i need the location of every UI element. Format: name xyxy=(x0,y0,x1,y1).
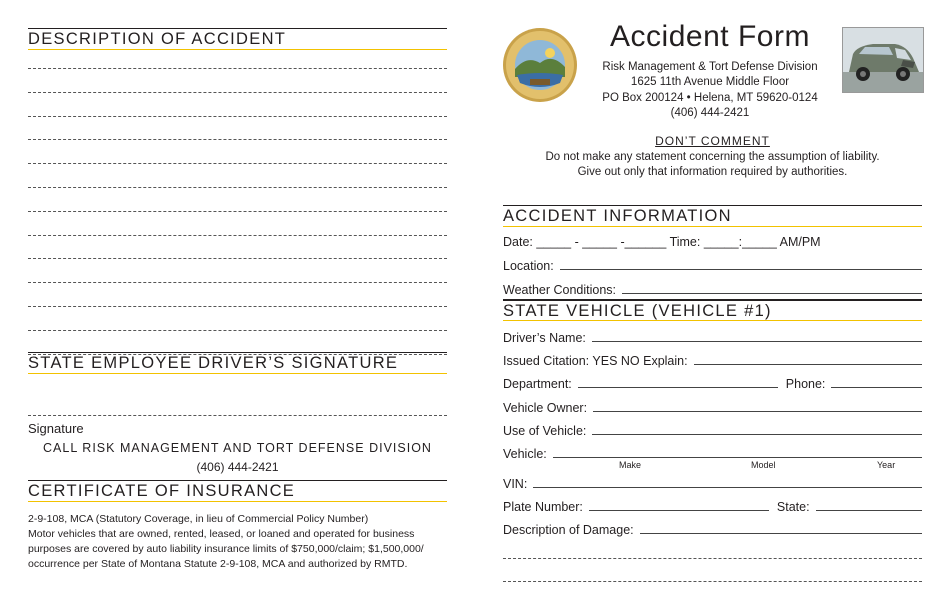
signature-section-header xyxy=(28,352,447,374)
description-line[interactable] xyxy=(28,282,447,283)
description-line[interactable] xyxy=(28,235,447,236)
driver-name-label: Driver’s Name: xyxy=(503,331,586,345)
vehicle-section-header xyxy=(503,299,922,321)
certificate-line-1: 2-9-108, MCA (Statutory Coverage, in lieu of Commercial Policy Number) xyxy=(28,513,369,525)
damage-line-3[interactable] xyxy=(503,581,922,582)
driver-name-field[interactable] xyxy=(503,329,922,345)
driver-name-blank[interactable] xyxy=(592,341,922,342)
citation-blank[interactable] xyxy=(694,364,922,365)
citation-field[interactable] xyxy=(503,352,922,368)
phone-label: Phone: xyxy=(785,377,826,391)
state-label: State: xyxy=(776,500,810,514)
address-line-1: 1625 11th Avenue Middle Floor xyxy=(630,76,790,88)
year-caption: Year xyxy=(877,460,896,470)
damage-blank[interactable] xyxy=(640,533,922,534)
warning-line-2: Give out only that information required by authorities. xyxy=(577,166,848,178)
description-line[interactable] xyxy=(28,163,447,164)
right-column xyxy=(503,0,922,615)
department-label: Department: xyxy=(503,377,572,391)
certificate-line-2: Motor vehicles that are owned, rented, leased, or loaned and operated for business xyxy=(28,528,415,540)
call-phone: (406) 444-2421 xyxy=(196,460,279,474)
division-name: Risk Management & Tort Defense Division xyxy=(602,61,818,73)
weather-blank[interactable] xyxy=(622,293,922,294)
vehicle-section-title: STATE VEHICLE (VEHICLE #1) xyxy=(503,302,772,320)
form-title: Accident Form xyxy=(610,20,810,53)
location-label: Location: xyxy=(503,259,554,273)
phone-blank[interactable] xyxy=(831,387,922,388)
date-time-field[interactable]: Date: _____ - _____ -______ Time: _____:_____ AM/PM xyxy=(503,235,821,249)
signature-title: STATE EMPLOYEE DRIVER’S SIGNATURE xyxy=(28,354,399,372)
description-line[interactable] xyxy=(28,330,447,331)
address-line-2: PO Box 200124 • Helena, MT 59620-0124 xyxy=(602,92,818,104)
description-line[interactable] xyxy=(28,211,447,212)
description-line[interactable] xyxy=(28,306,447,307)
weather-label: Weather Conditions: xyxy=(503,283,617,297)
department-blank[interactable] xyxy=(578,387,778,388)
vehicle-label: Vehicle: xyxy=(503,447,547,461)
warning-line-1: Do not make any statement concerning the assumption of liability. xyxy=(545,151,880,163)
damage-label: Description of Damage: xyxy=(503,523,634,537)
vin-blank[interactable] xyxy=(533,487,922,488)
vehicle-blank[interactable] xyxy=(553,457,922,458)
description-line[interactable] xyxy=(28,139,447,140)
description-line[interactable] xyxy=(28,116,447,117)
certificate-section-header xyxy=(28,480,447,502)
use-of-vehicle-blank[interactable] xyxy=(592,434,922,435)
description-line[interactable] xyxy=(28,258,447,259)
header-phone: (406) 444-2421 xyxy=(670,107,750,119)
description-line[interactable] xyxy=(28,187,447,188)
vin-field[interactable] xyxy=(503,475,922,491)
dont-comment-heading: DON’T COMMENT xyxy=(655,134,770,148)
description-title: DESCRIPTION OF ACCIDENT xyxy=(28,30,287,48)
use-of-vehicle-label: Use of Vehicle: xyxy=(503,424,587,438)
description-line[interactable] xyxy=(28,68,447,69)
model-caption: Model xyxy=(751,460,776,470)
signature-label: Signature xyxy=(28,421,84,436)
left-column xyxy=(28,0,447,615)
damage-field[interactable] xyxy=(503,521,922,537)
accident-info-header xyxy=(503,205,922,227)
department-field[interactable] xyxy=(503,375,922,391)
vehicle-owner-label: Vehicle Owner: xyxy=(503,401,588,415)
weather-field[interactable] xyxy=(503,281,922,297)
certificate-line-4: occurrence per State of Montana Statute 2-9-108, MCA and authorized by RMTD. xyxy=(28,558,408,570)
signature-line[interactable] xyxy=(28,415,447,416)
plate-blank[interactable] xyxy=(589,510,769,511)
use-of-vehicle-field[interactable] xyxy=(503,422,922,438)
description-line[interactable] xyxy=(28,92,447,93)
damage-line-2[interactable] xyxy=(503,558,922,559)
call-risk-text: CALL RISK MANAGEMENT AND TORT DEFENSE DIVISION xyxy=(43,441,432,455)
accident-info-title: ACCIDENT INFORMATION xyxy=(503,207,732,225)
vin-label: VIN: xyxy=(503,477,528,491)
location-field[interactable] xyxy=(503,257,922,273)
certificate-title: CERTIFICATE OF INSURANCE xyxy=(28,482,296,500)
state-blank[interactable] xyxy=(816,510,922,511)
vehicle-owner-blank[interactable] xyxy=(593,411,922,412)
vehicle-owner-field[interactable] xyxy=(503,399,922,415)
description-section-header xyxy=(28,28,447,50)
make-caption: Make xyxy=(619,460,642,470)
citation-label: Issued Citation: YES NO Explain: xyxy=(503,354,688,368)
plate-label: Plate Number: xyxy=(503,500,583,514)
vehicle-field[interactable] xyxy=(503,445,922,461)
certificate-line-3: purposes are covered by auto liability insurance limits of $750,000/claim; $1,500,000/ xyxy=(28,543,424,555)
location-blank[interactable] xyxy=(560,269,922,270)
plate-field[interactable] xyxy=(503,498,922,514)
